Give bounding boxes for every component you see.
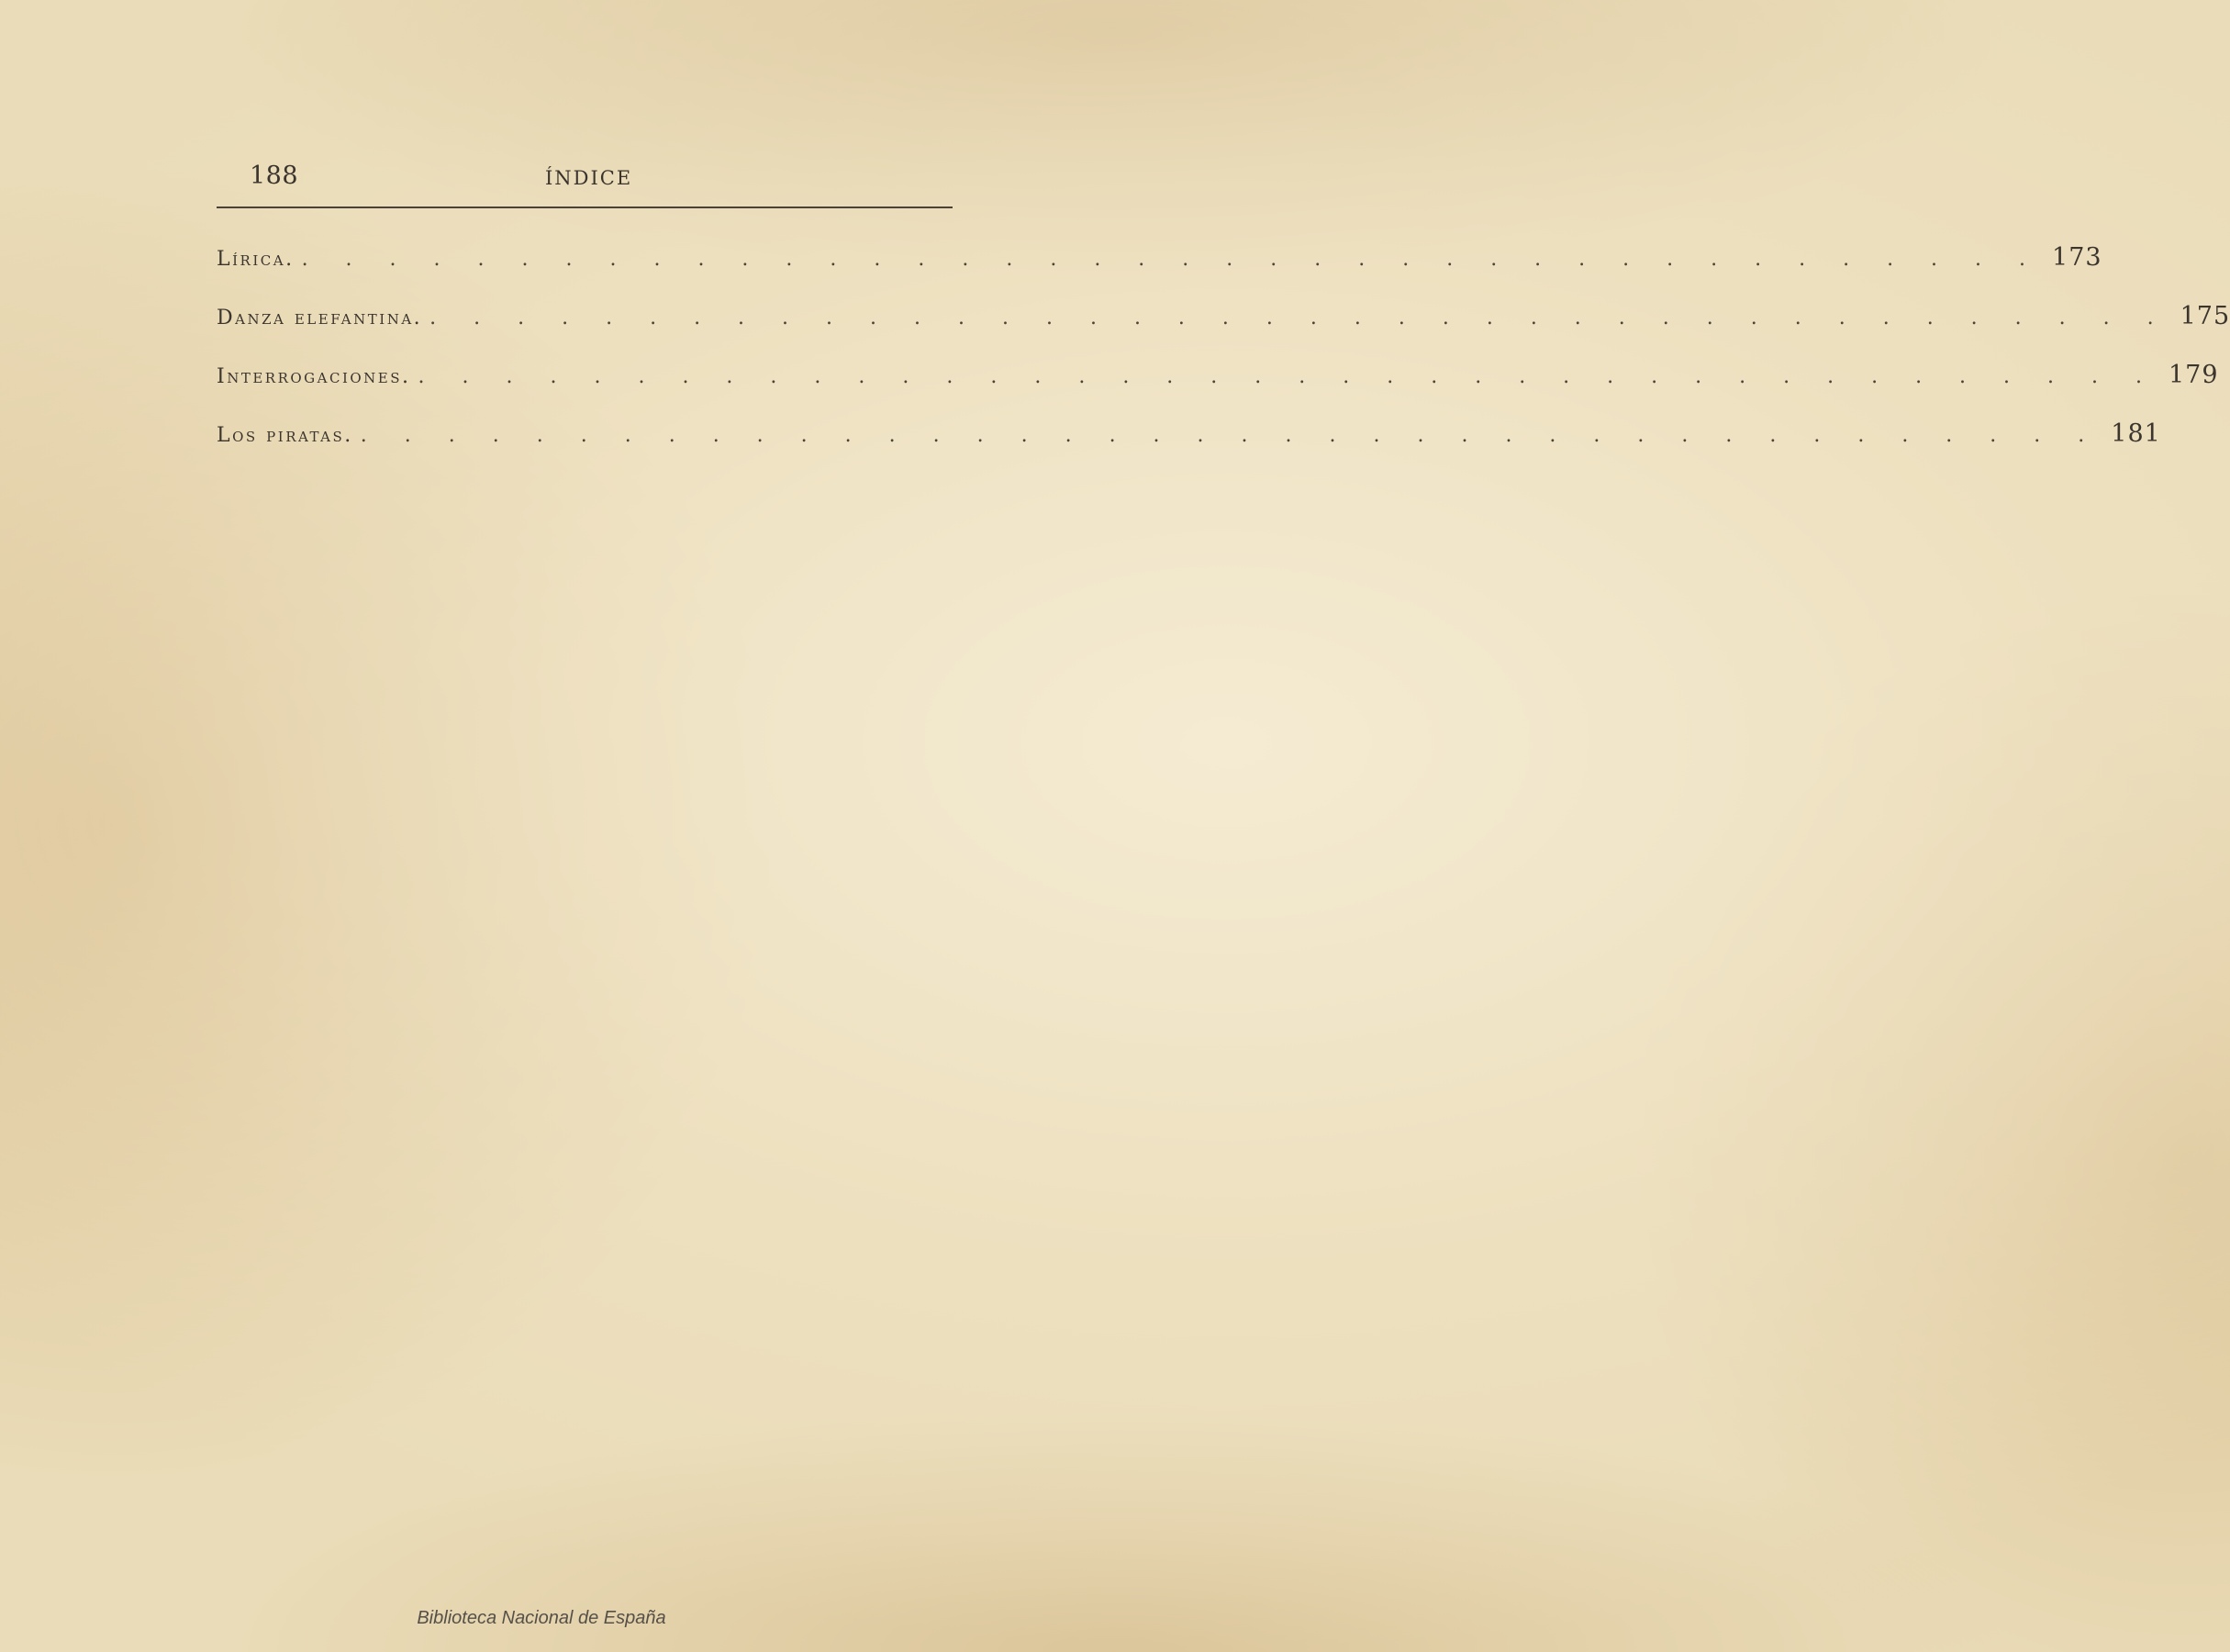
table-of-contents: [217, 243, 2230, 478]
toc-entry-page: 173: [2052, 243, 2102, 272]
page-number: 188: [250, 162, 299, 190]
toc-entry-page: 175: [2180, 302, 2230, 330]
toc-entry-title: Los piratas.: [217, 424, 353, 447]
toc-entry-title: Lírica.: [217, 248, 295, 271]
toc-entry-page: 181: [2111, 419, 2161, 448]
dot-leader: . . . . . . . . . . . . . . . . . . . . . . . . . . . . . . . . . . . . . . . .: [301, 248, 2042, 271]
dot-leader: . . . . . . . . . . . . . . . . . . . . . . . . . . . . . . . . . . . . . . . .: [360, 424, 2101, 447]
toc-entry-page: 179: [2169, 361, 2219, 389]
toc-entry-interrogaciones: [217, 361, 2219, 419]
header-rule: [217, 206, 953, 208]
library-watermark: Biblioteca Nacional de España: [417, 1608, 666, 1628]
toc-entry-los-piratas: [217, 419, 2161, 478]
toc-entry-title: Danza elefantina.: [217, 307, 423, 329]
dot-leader: . . . . . . . . . . . . . . . . . . . . . . . . . . . . . . . . . . . . . . . .: [418, 365, 2158, 388]
running-head: ÍNDICE: [545, 167, 633, 189]
toc-entry-title: Interrogaciones.: [217, 365, 411, 388]
toc-entry-lirica: [217, 243, 2102, 302]
toc-entry-danza-elefantina: [217, 302, 2230, 361]
dot-leader: . . . . . . . . . . . . . . . . . . . . . . . . . . . . . . . . . . . . . . . .: [429, 307, 2169, 329]
page-header: [217, 158, 951, 195]
